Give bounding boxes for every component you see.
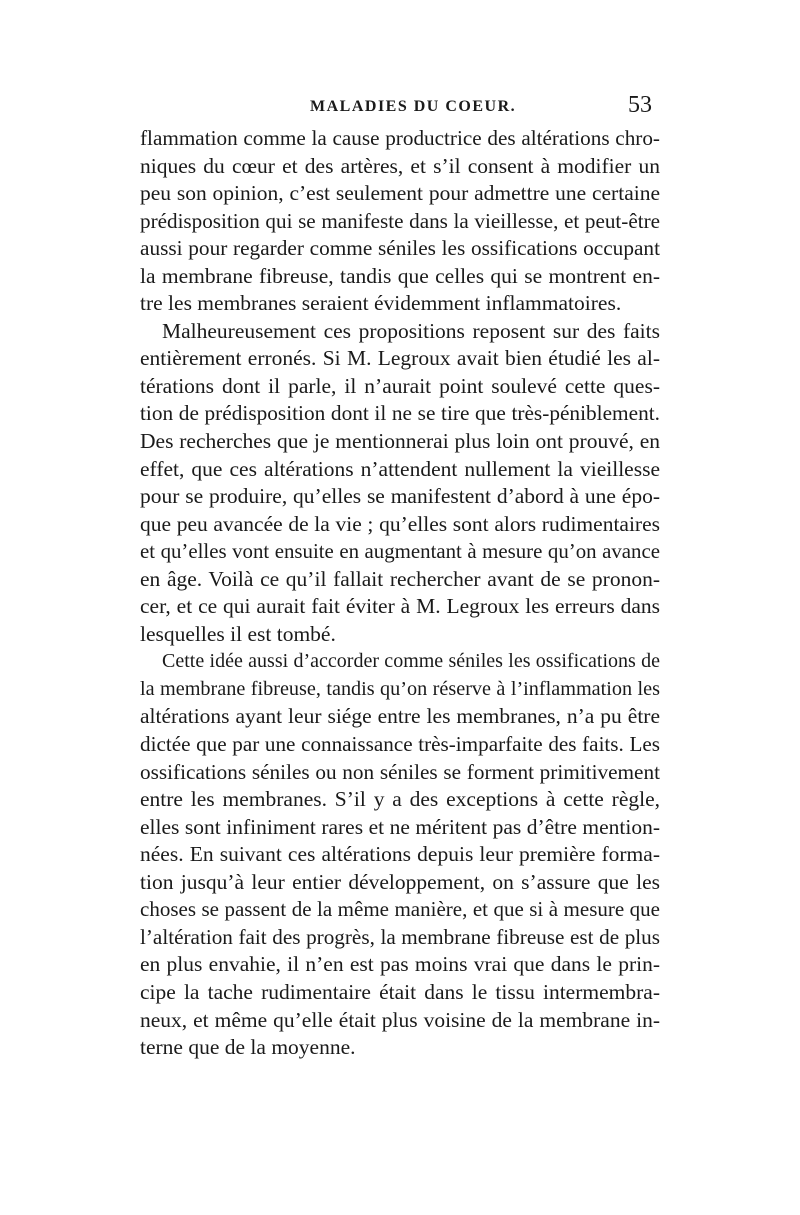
text-line: Des recherches que je mentionnerai plus loin ont prouvé, en (140, 429, 660, 454)
text-line: et qu’elles vont ensuite en augmentant à mesure qu’on avance (140, 539, 660, 564)
running-title: MALADIES DU COEUR. (310, 98, 517, 115)
text-line: flammation comme la cause productrice des altérations chro- (140, 126, 660, 150)
text-line: aussi pour regarder comme séniles les ossifications occupant (140, 236, 660, 261)
text-line: pour se produire, qu’elles se manifestent d’abord à une épo- (140, 484, 660, 509)
text-line: lesquelles il est tombé. (140, 621, 336, 646)
text-line: nées. En suivant ces altérations depuis leur première forma- (140, 842, 660, 867)
text-line: que peu avancée de la vie ; qu’elles sont alors rudimentaires (140, 511, 660, 536)
text-line: Cette idée aussi d’accorder comme séniles les ossifications de (162, 650, 660, 673)
text-line: peu son opinion, c’est seulement pour admettre une certaine (140, 181, 660, 206)
text-line: térations dont il parle, il n’aurait point soulevé cette ques- (140, 373, 660, 398)
body-text (140, 125, 660, 1062)
text-line: la membrane fibreuse, tandis que celles qui se montrent en- (140, 263, 660, 288)
text-line: prédisposition qui se manifeste dans la vieillesse, et peut-être (140, 208, 660, 233)
running-head (0, 92, 800, 122)
text-line: entre les membranes. S’il y a des exceptions à cette règle, (140, 787, 660, 812)
text-line: la membrane fibreuse, tandis qu’on réserve à l’inflammation les (140, 677, 660, 700)
text-line: en plus envahie, il n’en est pas moins vrai que dans le prin- (140, 952, 660, 977)
text-line: cipe la tache rudimentaire était dans le tissu intermembra- (140, 979, 660, 1004)
page-number: 53 (628, 92, 652, 118)
text-line: tre les membranes seraient évidemment inflammatoires. (140, 291, 622, 316)
text-line: cer, et ce qui aurait fait éviter à M. Legroux les erreurs dans (140, 594, 660, 619)
text-line: tion de prédisposition dont il ne se tire que très-péniblement. (140, 401, 660, 426)
text-line: altérations ayant leur siége entre les membranes, n’a pu être (140, 704, 660, 729)
paragraph-2 (140, 318, 660, 649)
text-line: elles sont infiniment rares et ne méritent pas d’être mention- (140, 814, 660, 839)
text-line: effet, que ces altérations n’attendent nullement la vieillesse (140, 456, 660, 481)
text-line: neux, et même qu’elle était plus voisine de la membrane in- (140, 1007, 660, 1032)
text-line: dictée que par une connaissance très-imparfaite des faits. Les (140, 732, 660, 757)
text-line: niques du cœur et des artères, et s’il consent à modifier un (140, 153, 660, 178)
paragraph-3 (140, 648, 660, 1061)
text-line: Malheureusement ces propositions reposent sur des faits (162, 318, 660, 343)
text-line: terne que de la moyenne. (140, 1035, 356, 1060)
text-line: entièrement erronés. Si M. Legroux avait bien étudié les al- (140, 346, 660, 371)
text-line: tion jusqu’à leur entier développement, on s’assure que les (140, 869, 660, 894)
text-line: choses se passent de la même manière, et que si à mesure que (140, 897, 660, 922)
text-line: en âge. Voilà ce qu’il fallait rechercher avant de se pronon- (140, 566, 660, 591)
text-line: ossifications séniles ou non séniles se forment primitivement (140, 759, 660, 784)
text-line: l’altération fait des progrès, la membrane fibreuse est de plus (140, 924, 660, 949)
paragraph-1 (140, 125, 660, 318)
